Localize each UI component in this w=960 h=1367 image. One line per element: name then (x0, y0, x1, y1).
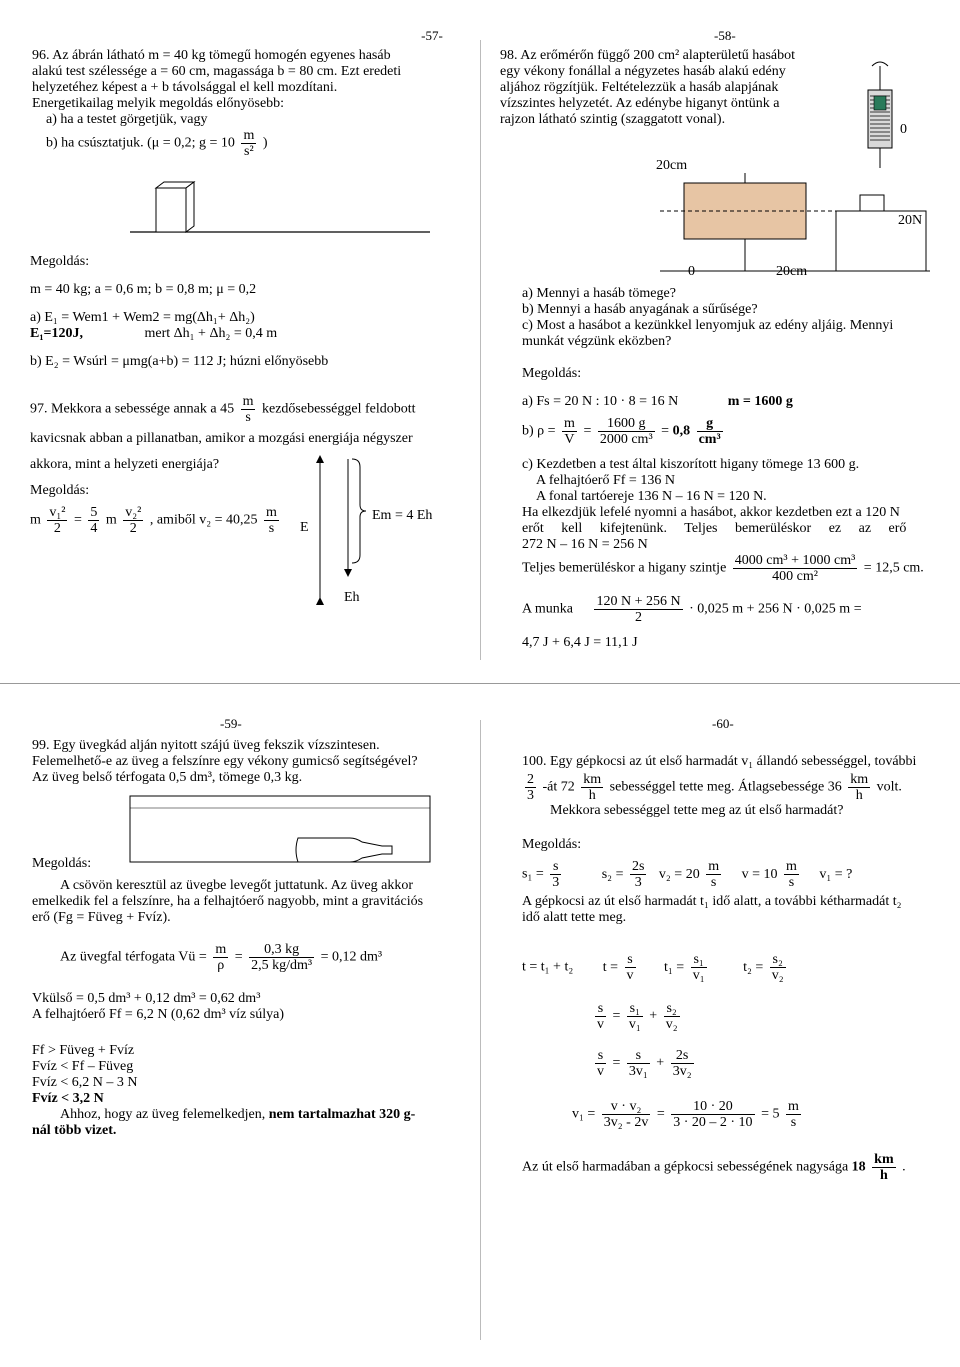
frac-den: ρ (217, 958, 225, 973)
fraction (627, 1048, 650, 1079)
problem-98-text: 98. Az erőmérőn függő 200 cm² alapterületű hasábot (500, 48, 795, 63)
frac-num: 5 (90, 505, 98, 520)
scale-label-0: 0 (688, 264, 695, 279)
inequality: Fvíz < 6,2 N – 3 N (32, 1075, 138, 1090)
solution-a-line: a) E₁ = Wem1 + Wem2 = mg(Δh₁+ Δh₂) (30, 310, 255, 325)
time-t1: t₁ = (664, 959, 685, 975)
mercury-level-calc (522, 553, 932, 584)
frac-den: s (710, 875, 717, 890)
label-scale-zero: 0 (900, 122, 907, 137)
given-v1: v₁ = ? (819, 866, 853, 882)
page-number: -58- (714, 28, 736, 43)
frac-den: 3v₂ (672, 1064, 692, 1079)
solution-text: emelkedik fel a felszínre, ha a felhajtóerő nagyobb, mint a gravitációs (32, 894, 424, 909)
equals: = (661, 423, 670, 439)
unit-fraction (241, 394, 256, 425)
unit-fraction (784, 859, 799, 890)
frac-num: s (595, 1001, 606, 1017)
fraction (123, 505, 143, 536)
given-v2: v₂ = 20 (658, 866, 700, 882)
time-total: t = (602, 959, 619, 975)
mass-result: m = 1600 g (727, 394, 793, 409)
frac-num: v₂² (125, 505, 142, 520)
fraction (625, 952, 636, 983)
label-potential-energy: Eh (344, 590, 360, 605)
fraction (562, 416, 577, 447)
solution-text: erő (Fg = Füveg + Fvíz). (32, 910, 171, 925)
problem-98-text: rajzon látható szintig (szaggatott vonal). (500, 112, 726, 127)
solution-98 (522, 366, 932, 651)
conclusion-end: . (902, 1159, 906, 1175)
solution-96 (30, 254, 470, 370)
question-c: munkát végzünk eközben? (522, 334, 672, 349)
equals: = (583, 423, 592, 439)
tank-figure (130, 796, 430, 864)
fraction (733, 553, 858, 584)
fraction (595, 1001, 606, 1032)
frac-den: v (597, 1017, 604, 1032)
problem-97-text: 97. Mekkora a sebessége annak a 45 (30, 401, 235, 417)
page-60 (522, 716, 932, 1183)
prism-front (156, 188, 186, 232)
frac-num: m (215, 942, 227, 957)
frac-den: s (245, 410, 251, 425)
problem-100-text: 100. Egy gépkocsi az út első harmadát v₁ állandó sebességgel, további (522, 754, 917, 769)
frac-den: v (597, 1064, 604, 1079)
column-divider-bottom (480, 720, 481, 1340)
equals: = (234, 949, 243, 965)
page-number: -59- (220, 716, 242, 731)
problem-96-text: helyzetéhez képest a + b távolsággal el kell mozdítani. (32, 80, 338, 95)
unit-fraction (848, 772, 870, 803)
vessel-figure (676, 60, 916, 170)
problem-98-text: egy vékony fonállal a négyzetes hasáb alakú edény (500, 64, 786, 79)
frac-den: 2 (53, 521, 61, 536)
question-c: c) Most a hasábot a kezünkkel lenyomjuk az edény aljáig. Mennyi (522, 318, 894, 333)
fraction (671, 1099, 754, 1130)
question-b: b) Mennyi a hasáb anyagának a sűrűsége? (522, 302, 758, 317)
frac-den: v₂ (665, 1017, 678, 1032)
params-close: ) (262, 135, 268, 151)
speed-equation-2 (522, 1048, 932, 1079)
frac-den: s (790, 1115, 797, 1130)
frac-den: s² (244, 144, 254, 159)
solution-b (522, 416, 932, 447)
solution-heading: Megoldás: (32, 856, 92, 871)
inequality: Ff > Füveg + Fvíz (32, 1043, 135, 1058)
frac-num: m (242, 394, 254, 409)
frac-num: s (550, 859, 561, 875)
frac-den: 3v₂ - 2v (603, 1115, 649, 1130)
frac-num: s (627, 1048, 650, 1064)
prism-figure (130, 180, 430, 240)
unit-fraction (264, 505, 279, 536)
problem-96-text: 96. Az ábrán látható m = 40 kg tömegű homogén egyenes hasáb (32, 48, 391, 63)
scale-pointer (874, 96, 886, 110)
page-separator (0, 683, 960, 684)
frac-num: m (564, 416, 575, 431)
frac-num: s (595, 1048, 606, 1064)
outer-volume: Vkülső = 0,5 dm³ + 0,12 dm³ = 0,62 dm³ (32, 991, 261, 1006)
fraction (594, 594, 682, 625)
solution-c: A felhajtóerő Ff = 136 N (536, 473, 675, 488)
solution-heading: Megoldás: (522, 366, 582, 381)
fraction (595, 1048, 606, 1079)
given-v: v = 10 (741, 866, 778, 882)
given-s2: s₂ = (601, 866, 624, 882)
frac-den: 2 (635, 610, 643, 625)
density-label: b) ρ = (522, 423, 556, 439)
fraction (249, 942, 314, 973)
frac-den: v₁ (628, 1017, 641, 1032)
frac-den: 2 (129, 521, 137, 536)
frac-den: 3 (552, 875, 560, 890)
problem-100-text: Mekkora sebességgel tette meg az út első harmadát? (550, 803, 844, 818)
fraction (213, 942, 228, 973)
solution-c: A fonal tartóereje 136 N – 16 N = 120 N. (536, 489, 767, 504)
frac-den: h (855, 788, 863, 803)
frac-den: s (268, 521, 275, 536)
problem-99-text: Az üveg belső térfogata 0,5 dm³, tömege 0,3 kg. (32, 770, 303, 785)
problem-97-text: kezdősebességgel feldobott (261, 401, 416, 417)
unit-fraction (697, 416, 723, 447)
fraction (627, 1001, 643, 1032)
frac-num: km (874, 1152, 894, 1167)
solution-c: erőt kell kifejtenünk. Teljes bemerüléskor ez az erő (522, 521, 907, 536)
frac-num: s₂ (770, 952, 786, 968)
volume-result: = 0,12 dm³ (320, 949, 383, 965)
frac-num: m (243, 128, 255, 143)
fraction (47, 505, 67, 536)
frac-den: h (879, 1168, 888, 1183)
frac-den: V (564, 432, 575, 447)
problem-96-params (32, 128, 452, 159)
frac-num: s₂ (664, 1001, 680, 1017)
scale-label-20cm: 20cm (776, 264, 808, 279)
conclusion-bold: nál több vizet. (32, 1123, 117, 1138)
buoyant-force: A felhajtóerő Ff = 6,2 N (0,62 dm³ víz súlya) (32, 1007, 284, 1022)
problem-100-text: -át 72 (542, 779, 575, 795)
work-result: 4,7 J + 6,4 J = 11,1 J (522, 635, 638, 650)
questions-98 (522, 286, 932, 350)
fraction (525, 772, 536, 803)
frac-num: 2 (527, 772, 534, 787)
fraction (598, 416, 655, 447)
solution-c: Ha elkezdjük lefelé nyomni a hasábot, akkor kezdetben ezt a 120 N (522, 505, 900, 520)
problem-98-text: aljához rögzítjük. Feltételezzük a hasáb alapjának (500, 80, 779, 95)
prism-side (186, 182, 194, 232)
problem-100-text: volt. (876, 779, 902, 795)
level-text: Teljes bemerüléskor a higany szintje (522, 560, 727, 576)
frac-den: 4 (90, 521, 98, 536)
solution-heading: Megoldás: (30, 254, 90, 269)
time-t2: t₂ = (743, 959, 764, 975)
problem-97-text: akkora, mint a helyzeti energiája? (30, 457, 220, 472)
conclusion (522, 1152, 932, 1183)
fraction (602, 1099, 651, 1130)
density-result: 0,8 (672, 423, 691, 439)
problem-98-text: vízszintes helyzetét. Az edénybe higanyt öntünk a (500, 96, 780, 111)
fraction (630, 859, 646, 890)
vessel-figure-main (660, 155, 930, 275)
solution-a (522, 394, 932, 410)
solution-a-result (30, 326, 470, 342)
v1-label: v₁ = (572, 1106, 596, 1122)
frac-num: 2s (671, 1048, 694, 1064)
solution-b-line: b) E₂ = Wsúrl = μmg(a+b) = 112 J; húzni előnyösebb (30, 354, 329, 369)
label-kinetic-energy: Em = 4 Eh (372, 508, 433, 523)
frac-num: s₁ (691, 952, 707, 968)
fraction (671, 1048, 694, 1079)
problem-99-text: 99. Egy üvegkád alján nyitott szájú üveg fekszik vízszintesen. (32, 738, 380, 753)
params-text: b) ha csúsztatjuk. (μ = 0,2; g = 10 (46, 135, 235, 151)
solution-99 (32, 856, 448, 1139)
frac-num: s₁ (627, 1001, 643, 1017)
problem-96-text: a) ha a testet görgetjük, vagy (46, 112, 208, 127)
frac-den: v₁ (692, 968, 705, 983)
unit-fraction (706, 859, 721, 890)
frac-num: km (850, 772, 869, 787)
page-number: -60- (712, 716, 734, 731)
work-calc (522, 594, 932, 625)
given-values (522, 859, 932, 890)
frac-den: v (626, 968, 634, 983)
fraction (88, 505, 99, 536)
conclusion-text: Ahhoz, hogy az üveg felemelkedjen, (60, 1107, 266, 1122)
solution-text: idő alatt tette meg. (522, 910, 627, 925)
frac-num: m (786, 859, 797, 874)
energy-result: E₁=120J, (30, 326, 84, 341)
unit-fraction (241, 128, 256, 159)
v1-value: = 5 (761, 1106, 780, 1122)
unit-fraction (872, 1152, 895, 1183)
inequality: Fvíz < Ff – Füveg (32, 1059, 134, 1074)
label-20cm-top: 20cm (656, 158, 688, 173)
fraction (664, 1001, 680, 1032)
solution-c: c) Kezdetben a test által kiszorított higany tömege 13 600 g. (522, 457, 860, 472)
solution-text: A csövön keresztül az üvegbe levegőt juttatunk. Az üveg akkor (60, 878, 414, 893)
page-57 (32, 28, 452, 159)
frac-den: 3 (527, 788, 534, 803)
page-59 (32, 716, 452, 786)
equals: = (73, 512, 82, 528)
frac-num: 4000 cm³ + 1000 cm³ (734, 553, 856, 568)
frac-num: 1600 g (598, 416, 655, 432)
problem-97-line1 (30, 394, 450, 425)
unit-fraction (581, 772, 603, 803)
frac-num: km (583, 772, 602, 787)
frac-num: 120 N + 256 N (596, 594, 681, 609)
equation-result: , amiből v₂ = 40,25 (149, 512, 258, 528)
frac-den: 3v₁ (628, 1064, 648, 1079)
given-s1: s₁ = (522, 866, 544, 882)
frac-den: cm³ (698, 432, 721, 447)
equals: = (656, 1106, 665, 1122)
fraction (550, 859, 561, 890)
frac-num: 2s (631, 859, 645, 874)
unit-fraction (786, 1099, 801, 1130)
hook (872, 62, 888, 66)
frac-num: 10 · 20 (671, 1099, 754, 1115)
frac-den: h (588, 788, 596, 803)
kinetic-brace (352, 459, 366, 563)
given-values: m = 40 kg; a = 0,6 m; b = 0,8 m; μ = 0,2 (30, 282, 257, 297)
frac-den: v₂ (771, 968, 784, 983)
problem-97-text: kavicsnak abban a pillanatban, amikor a mozgási energiája négyszer (30, 431, 413, 446)
label-20N: 20N (898, 213, 923, 228)
frac-num: s (625, 952, 636, 968)
inequality-result: Fvíz < 3,2 N (32, 1091, 104, 1106)
wall-volume-calc (32, 942, 448, 973)
frac-num: m (266, 505, 277, 520)
fraction (770, 952, 786, 983)
energy-diagram (312, 455, 432, 605)
problem-96-text: alakú test szélessége a = 60 cm, magassága b = 80 cm. Ezt eredeti (32, 64, 402, 79)
work-formula: · 0,025 m + 256 N · 0,025 m = (689, 601, 862, 617)
column-divider-top (480, 40, 481, 660)
frac-num: v · v₂ (602, 1099, 651, 1115)
mass-symbol: m (105, 512, 117, 528)
conclusion-text: Az út első harmadában a gépkocsi sebességének nagysága (522, 1159, 849, 1175)
frac-den: s (788, 875, 795, 890)
mass-symbol: m (30, 512, 41, 528)
solution-text: A gépkocsi az út első harmadát t₁ idő alatt, a további kétharmadát t₂ (522, 894, 902, 909)
frac-num: v₁² (49, 505, 66, 520)
solution-c: 272 N – 16 N = 256 N (522, 537, 648, 552)
plus: + (656, 1055, 665, 1071)
problem-96-text: Energetikailag melyik megoldás előnyösebb: (32, 96, 285, 111)
height-change: mert Δh₁ + Δh₂ = 0,4 m (144, 326, 278, 341)
speed-equation-1 (522, 1001, 932, 1032)
equals: = (612, 1008, 621, 1024)
time-sum: t = t₁ + t₂ (522, 959, 574, 975)
question-a: a) Mennyi a hasáb tömege? (522, 286, 676, 301)
page-number: -57- (421, 28, 443, 43)
conclusion-bold: 18 (851, 1159, 866, 1175)
conclusion (32, 1107, 448, 1123)
problem-100-line2 (522, 772, 932, 803)
solution-heading: Megoldás: (30, 483, 90, 498)
v1-result-equation (522, 1099, 932, 1130)
frac-num: m (708, 859, 720, 874)
work-label: A munka (522, 601, 573, 617)
force-calc: a) Fs = 20 N : 10 · 8 = 16 N (522, 394, 679, 409)
problem-100-text: sebességgel tette meg. Átlagsebessége 36 (609, 779, 842, 795)
level-result: = 12,5 cm. (863, 560, 924, 576)
label-total-energy: E (300, 520, 309, 535)
frac-den: 400 cm² (772, 569, 818, 584)
frac-den: 3 · 20 – 2 · 10 (673, 1115, 753, 1130)
frac-num: 0,3 kg (249, 942, 314, 958)
equals: = (612, 1055, 621, 1071)
frac-den: 2000 cm³ (599, 432, 653, 447)
frac-den: 3 (634, 875, 642, 890)
time-equations (522, 952, 932, 983)
conclusion-bold: nem tartalmazhat 320 g- (268, 1107, 416, 1122)
problem-99-text: Felemelhető-e az üveg a felszínre egy vékony gumicső segítségével? (32, 754, 418, 769)
plus: + (649, 1008, 658, 1024)
frac-num: g (697, 416, 723, 432)
frac-num: m (787, 1099, 799, 1114)
solution-heading: Megoldás: (522, 837, 582, 852)
frac-den: 2,5 kg/dm³ (251, 958, 313, 973)
fraction (691, 952, 707, 983)
volume-label: Az üvegfal térfogata Vü = (60, 949, 207, 965)
